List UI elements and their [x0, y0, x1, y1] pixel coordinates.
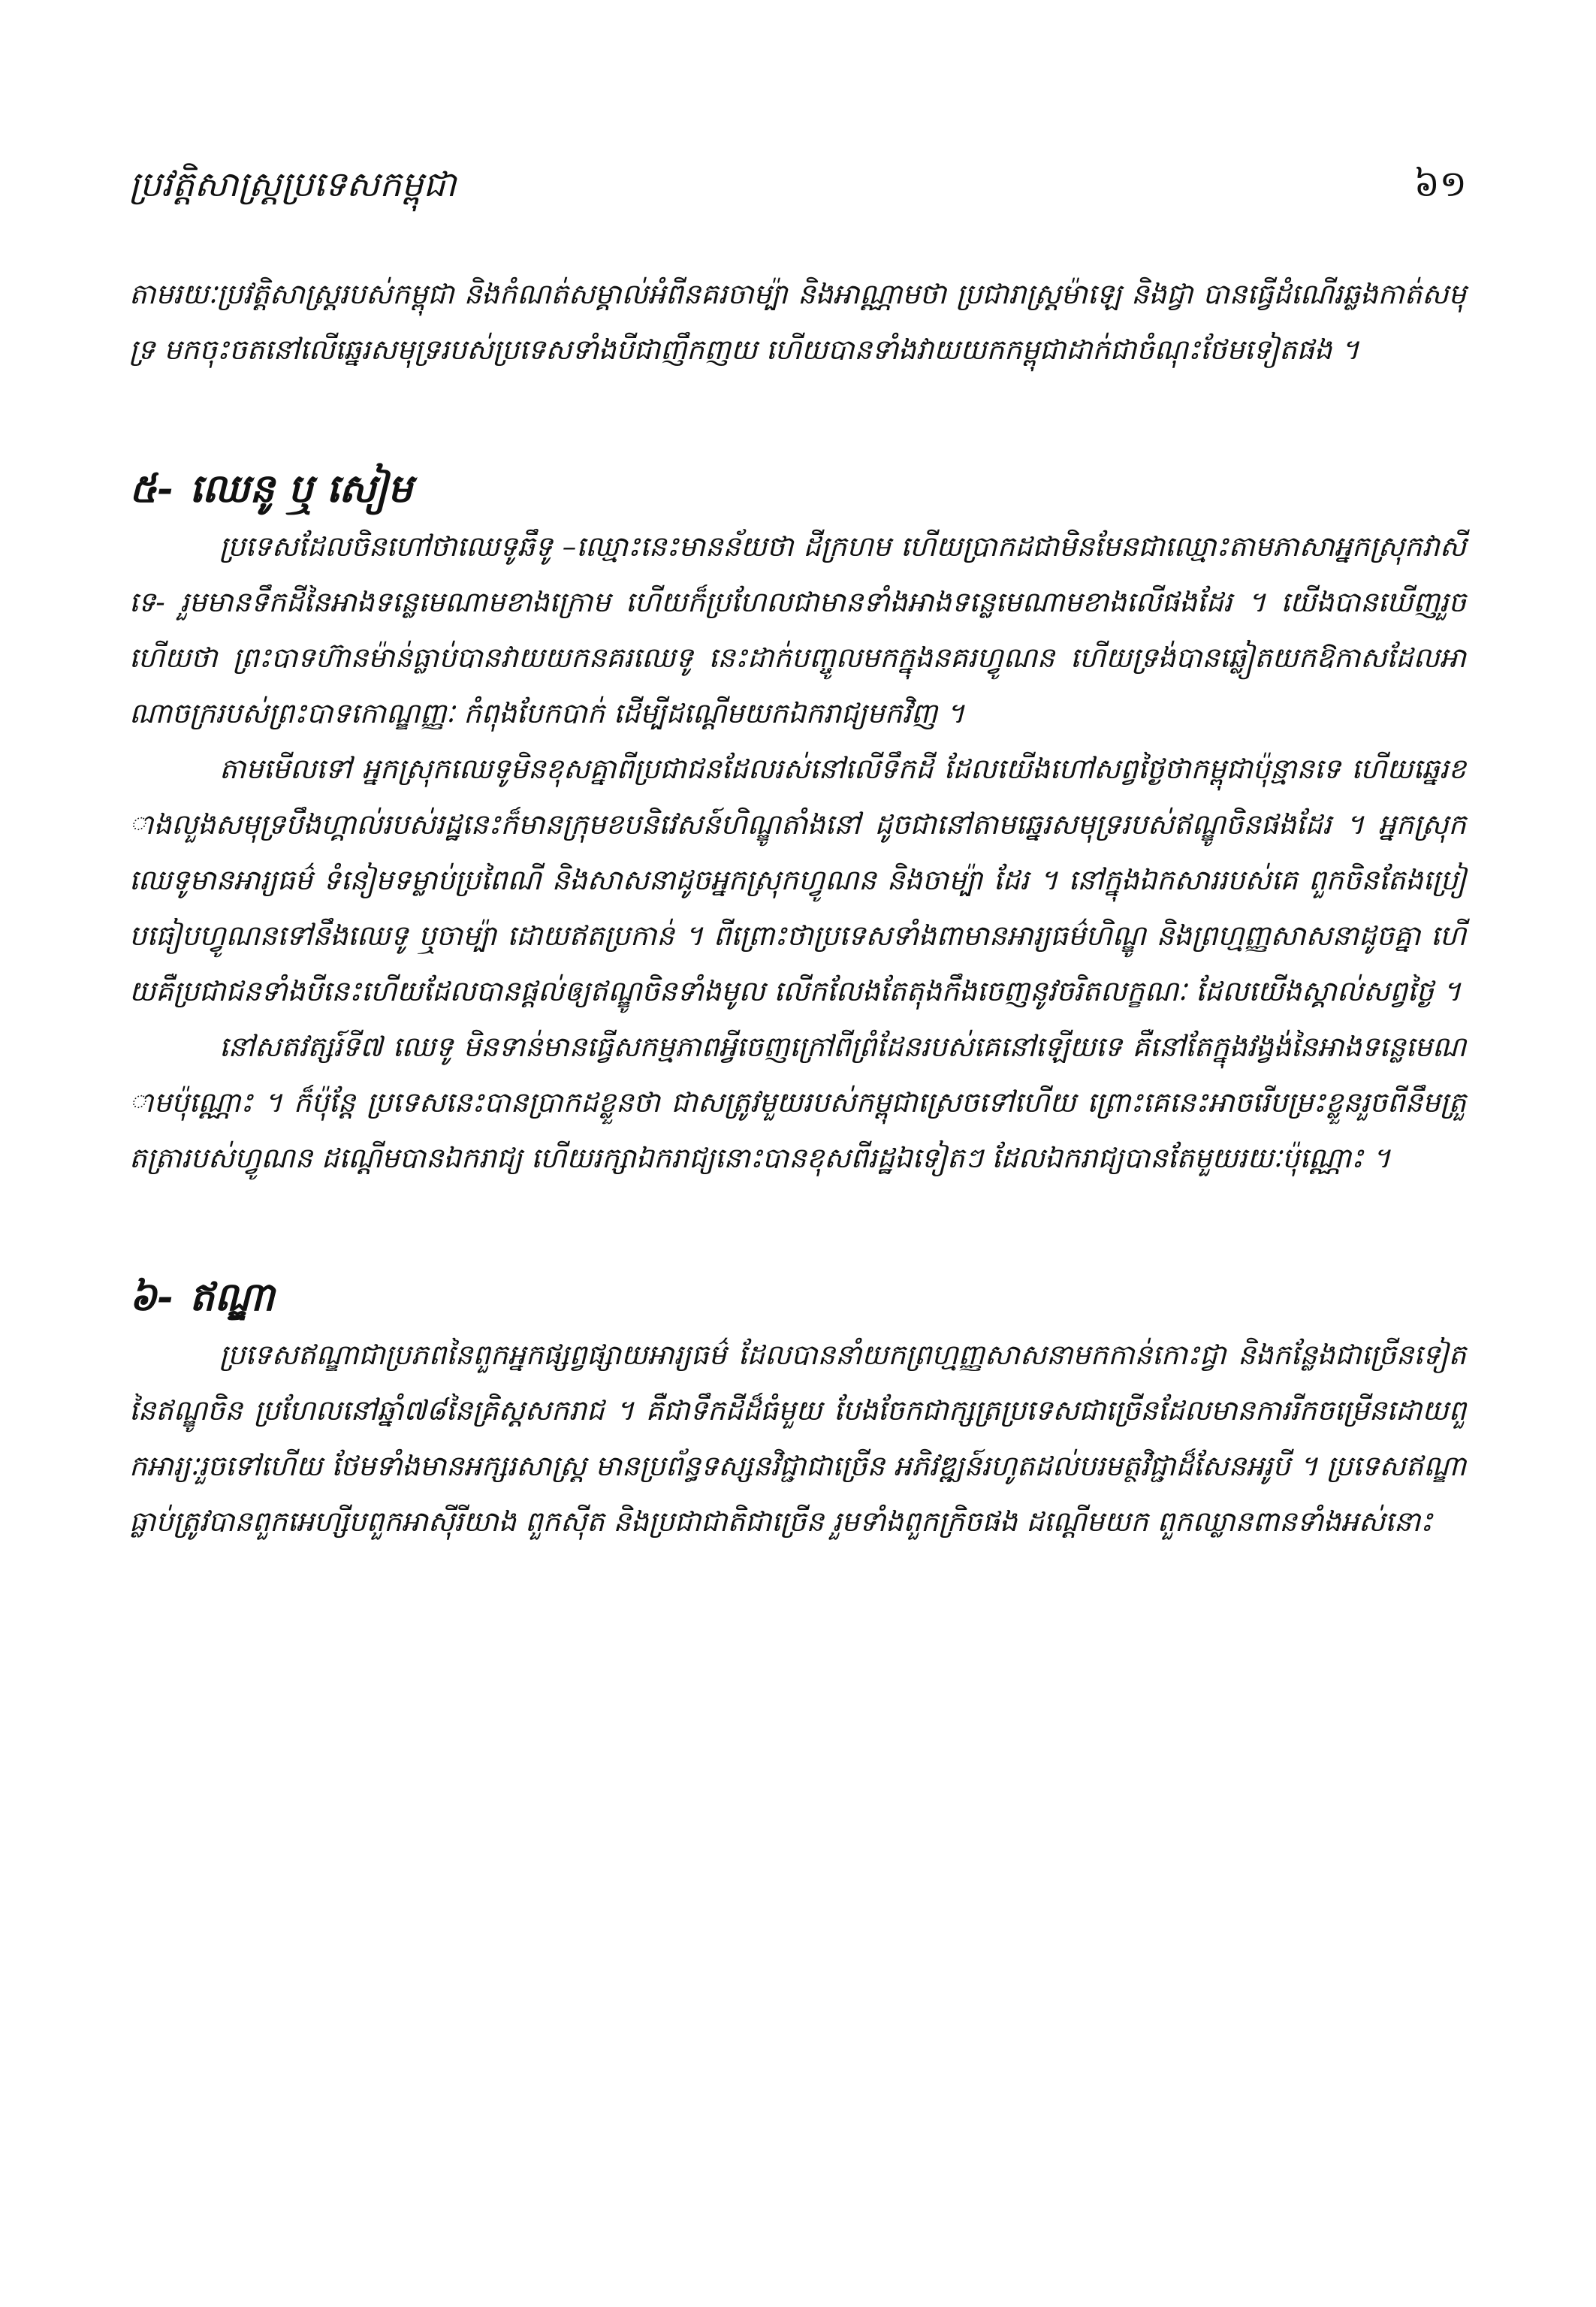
- section-heading-6: [129, 1267, 1466, 1327]
- page-body: [129, 267, 1466, 1550]
- running-title: ប្រវត្តិសាស្ត្រប្រទេសកម្ពុជា: [129, 164, 457, 204]
- section-number: ៦-: [129, 1274, 173, 1320]
- section-spacer: [129, 378, 1466, 459]
- section-title: ឈេនូ ឬ សៀម: [189, 466, 413, 512]
- body-paragraph: នៅសតវត្សរ៍ទី៧ ឈេទូ មិនទាន់មានធ្វើសកម្មភាពអ្វីចេញក្រៅពីព្រំដែនរបស់គេនៅឡើយទេ គឺនៅតែក្នុងវង្វង់នៃអាងទន្លេមេណាមប៉ុណ្ណោះ ។ ក៏ប៉ុន្តែ ប្រទេសនេះបានប្រាកដខ្លួនថា ជាសត្រូវមួយរបស់កម្ពុជាស្រេចទៅហើយ ព្រោះគេនេះអាចរើបម្រះខ្លួនរួចពីនឹមត្រួតត្រារបស់ហ្វូណន ដណ្តើមបានឯករាជ្យ ហើយរក្សាឯករាជ្យនោះបានខុសពីរដ្ឋឯទៀតៗ ដែលឯករាជ្យបានតែមួយរយៈប៉ុណ្ណោះ ។: [129, 1031, 1466, 1174]
- section-heading-5: [129, 459, 1466, 519]
- body-paragraph: ប្រទេសឥណ្ឌាជាប្រភពនៃពួកអ្នកផ្សព្វផ្សាយអារ្យធម៌ ដែលបាននាំយកព្រហ្មញ្ញសាសនាមកកាន់កោះជ្វា និងកន្លែងជាច្រើនទៀតនៃឥណ្ឌូចិន ប្រហែលនៅឆ្នាំ៧៨នៃគ្រិស្តសករាជ ។ គឺជាទឹកដីដ៏ធំមួយ បែងចែកជាក្សត្រប្រទេសជាច្រើនដែលមានការរីកចម្រើនដោយពួកអារ្យៈរួចទៅហើយ ថែមទាំងមានអក្សរសាស្ត្រ មានប្រព័ន្ធទស្សនវិជ្ជាជាច្រើន អភិវឌ្ឍន៍រហូតដល់បរមត្ថវិជ្ជាដ៏សែនអរូបី ។ ប្រទេសឥណ្ឌាធ្លាប់ត្រូវបានពួកអេហ្សីបពួកអាស៊ីរីយាង ពួកស៊ីត និងប្រជាជាតិជាច្រើន រួមទាំងពួកក្រិចផង ដណ្តើមយក ពួកឈ្លានពានទាំងអស់នោះ: [129, 1339, 1466, 1538]
- body-paragraph: ប្រទេសដែលចិនហៅថាឈេទូឆឹទូ –ឈ្មោះនេះមានន័យថា ដីក្រហម ហើយប្រាកដជាមិនមែនជាឈ្មោះតាមភាសាអ្នកស្រុកវាសីទេ- រួមមានទឹកដីនៃអាងទន្លេមេណាមខាងក្រោម ហើយក៏ប្រហែលជាមានទាំងអាងទន្លេមេណាមខាងលើផងដែរ ។ យើងបានឃើញរួចហើយថា ព្រះបាទហ៊ានម៉ាន់ធ្លាប់បានវាយយកនគរឈេទូ នេះដាក់បញ្ចូលមកក្នុងនគរហ្វូណន ហើយទ្រង់បានឆ្លៀតយកឱកាសដែលអាណាចក្ររបស់ព្រះបាទកោណ្ឌញ្ញៈ កំពុងបែកបាក់ ដើម្បីដណ្តើមយកឯករាជ្យមកវិញ ។: [129, 530, 1466, 729]
- body-paragraph: តាមមើលទៅ អ្នកស្រុកឈេទូមិនខុសគ្នាពីប្រជាជនដែលរស់នៅលើទឹកដី ដែលយើងហៅសព្វថ្ងៃថាកម្ពុជាប៉ុន្មានទេ ហើយឆ្នេរខាងលួងសមុទ្របឹងហ្គាល់របស់រដ្ឋនេះក៏មានក្រុមខបនិវេសន៍ហិណ្ឌូតាំងនៅ ដូចជានៅតាមឆ្នេរសមុទ្ររបស់ឥណ្ឌូចិនផងដែរ ។ អ្នកស្រុកឈេទូមានអារ្យធម៌ ទំនៀមទម្លាប់ប្រពៃណី និងសាសនាដូចអ្នកស្រុកហ្វូណន និងចាម្ប៉ា ដែរ ។ នៅក្នុងឯកសាររបស់គេ ពួកចិនតែងប្រៀបធៀបហ្វូណនទៅនឹងឈេទូ ឬចាម្ប៉ា ដោយឥតប្រកាន់ ។ ពីព្រោះថាប្រទេសទាំងពាមានអារ្យធម៌ហិណ្ឌូ និងព្រហ្មញ្ញសាសនាដូចគ្នា ហើយគឺប្រជាជនទាំងបីនេះហើយដែលបានផ្តល់ឲ្យឥណ្ឌូចិនទាំងមូល លើកលែងតែតុងកឹងចេញនូវចរិតលក្ខណៈ ដែលយើងស្គាល់សព្វថ្ងៃ ។: [129, 753, 1466, 1007]
- section-number: ៥-: [129, 466, 173, 512]
- section-spacer: [129, 1186, 1466, 1267]
- running-header: [129, 154, 1467, 207]
- intro-paragraph: តាមរយៈប្រវត្តិសាស្ត្ររបស់កម្ពុជា និងកំណត់សម្គាល់អំពីនគរចាម្ប៉ា និងអាណ្ណាមថា ប្រជារាស្ត្រម៉ាឡេ និងជ្វា បានធ្វើដំណើរឆ្លងកាត់សមុទ្រ មកចុះចតនៅលើឆ្នេរសមុទ្ររបស់ប្រទេសទាំងបីជាញឹកញយ ហើយបានទាំងវាយយកកម្ពុជាដាក់ជាចំណុះថែមទៀតផង ។: [129, 278, 1466, 366]
- section-title: ឥណ្ឌា: [189, 1274, 275, 1320]
- page-number: ៦១: [1413, 163, 1467, 205]
